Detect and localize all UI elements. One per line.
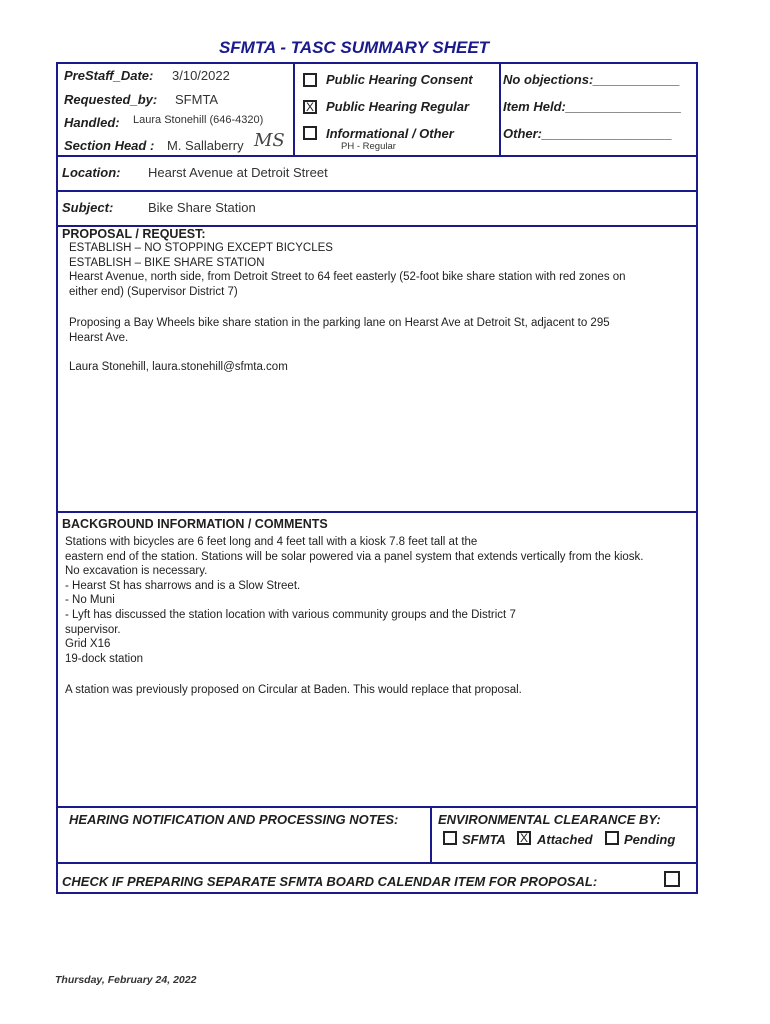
check-mark: X	[519, 831, 528, 845]
divider	[430, 806, 432, 862]
ph-note: PH - Regular	[341, 141, 396, 152]
no-objections-field: No objections:____________	[503, 72, 681, 87]
requested-by-value: SFMTA	[175, 92, 219, 107]
divider	[58, 862, 696, 864]
attached-label: Attached	[537, 832, 593, 847]
informational-other-label: Informational / Other	[326, 126, 454, 141]
public-hearing-consent-checkbox[interactable]	[303, 73, 317, 87]
public-hearing-consent-label: Public Hearing Consent	[326, 72, 473, 87]
sfmta-checkbox[interactable]	[443, 831, 457, 845]
section-head-value: M. Sallaberry	[167, 138, 244, 153]
divider	[499, 64, 501, 155]
informational-other-checkbox[interactable]	[303, 126, 317, 140]
handled-label: Handled:	[64, 115, 120, 130]
pending-checkbox[interactable]	[605, 831, 619, 845]
prestaff-date-label: PreStaff_Date:	[64, 68, 154, 83]
proposal-heading: PROPOSAL / REQUEST:	[62, 227, 206, 241]
divider	[58, 511, 696, 513]
pending-label: Pending	[624, 832, 676, 847]
background-note: A station was previously proposed on Circular at Baden. This would replace that proposal.	[65, 684, 522, 696]
board-calendar-label: CHECK IF PREPARING SEPARATE SFMTA BOARD CALENDAR ITEM FOR PROPOSAL:	[62, 874, 598, 889]
section-head-signature: MS	[254, 130, 285, 151]
proposal-paragraph: Proposing a Bay Wheels bike share station in the parking lane on Hearst Ave at Detroit St, adjacent to 295 Hearst Ave.	[69, 317, 610, 344]
handled-value: Laura Stonehill (646-4320)	[133, 114, 264, 126]
proposal-contact: Laura Stonehill, laura.stonehill@sfmta.com	[69, 361, 288, 373]
summary-form	[56, 62, 698, 894]
location-label: Location:	[62, 165, 121, 180]
divider	[58, 806, 696, 808]
proposal-text: ESTABLISH – NO STOPPING EXCEPT BICYCLES ESTABLISH – BIKE SHARE STATION Hearst Avenue, north side, from Detroit Street to 64 feet easterly (52-foot bike share station with red zones on either end) (Supervisor District 7)	[69, 242, 626, 298]
divider	[58, 190, 696, 192]
item-held-field: Item Held:________________	[503, 99, 682, 114]
requested-by-label: Requested_by:	[64, 92, 158, 107]
background-heading: BACKGROUND INFORMATION / COMMENTS	[62, 517, 328, 531]
hearing-notes-label: HEARING NOTIFICATION AND PROCESSING NOTES:	[69, 812, 399, 827]
sfmta-label: SFMTA	[462, 832, 506, 847]
public-hearing-regular-checkbox[interactable]	[303, 100, 317, 114]
other-field: Other:__________________	[503, 126, 673, 141]
section-head-label: Section Head :	[64, 138, 155, 153]
divider	[58, 155, 696, 157]
footer-date: Thursday, February 24, 2022	[55, 974, 197, 986]
divider	[293, 64, 295, 155]
board-calendar-checkbox[interactable]	[664, 871, 680, 887]
check-mark: X	[305, 100, 314, 114]
subject-value: Bike Share Station	[148, 200, 256, 215]
public-hearing-regular-label: Public Hearing Regular	[326, 99, 470, 114]
background-text: Stations with bicycles are 6 feet long and 4 feet tall with a kiosk 7.8 feet tall at the eastern end of the station. Stations will be solar powered via a panel system that extends vertically from the kiosk. No excavation is necessary. - Hearst St has sharrows and is a Slow Street. - No Muni - Lyft has discussed the station location with various community groups and the District 7 supervisor. Grid X16 19-dock station	[65, 536, 644, 665]
attached-checkbox[interactable]	[517, 831, 531, 845]
environmental-clearance-label: ENVIRONMENTAL CLEARANCE BY:	[438, 812, 661, 827]
page-title: SFMTA - TASC SUMMARY SHEET	[218, 38, 490, 57]
prestaff-date-value: 3/10/2022	[172, 68, 230, 83]
location-value: Hearst Avenue at Detroit Street	[148, 165, 328, 180]
subject-label: Subject:	[62, 200, 114, 215]
